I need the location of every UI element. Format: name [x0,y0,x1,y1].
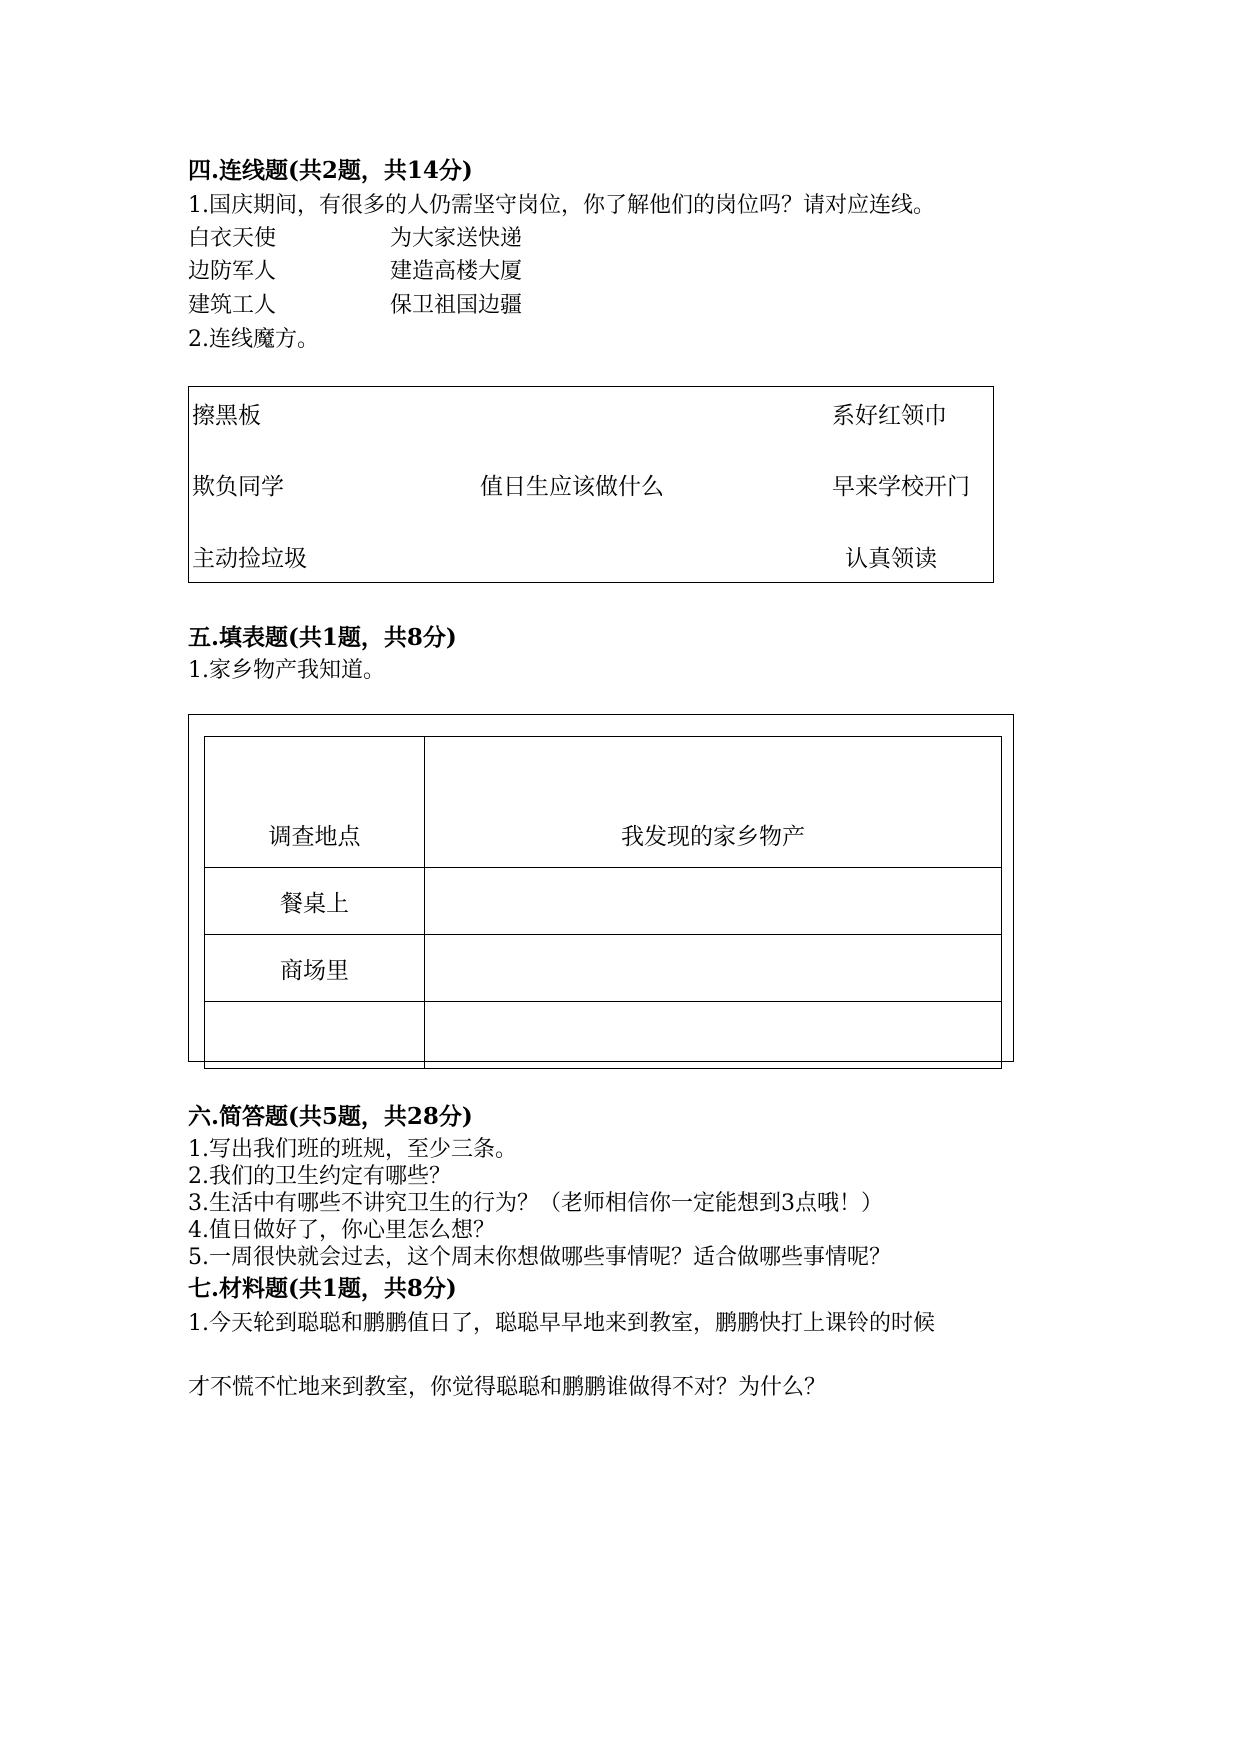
table-cell: 餐桌上 [205,868,425,935]
table-row [205,935,1002,1002]
question-6-item: 4.值日做好了，你心里怎么想？ [188,1218,495,1243]
table-header-row [205,737,1002,868]
table-answer-cell[interactable] [205,1002,425,1069]
cube-right-item: 认真领读 [845,546,937,572]
question-5-1-prompt: 1.家乡物产我知道。 [188,658,385,683]
match-right-item: 建造高楼大厦 [390,259,523,284]
match-left-item: 白衣天使 [188,226,277,251]
cube-right-item: 系好红领巾 [832,403,947,429]
table-answer-cell[interactable] [425,935,1002,1002]
cube-left-item: 主动捡垃圾 [192,546,307,572]
match-right-item: 为大家送快递 [390,226,523,251]
question-7-line: 才不慌不忙地来到教室，你觉得聪聪和鹏鹏谁做得不对？为什么？ [188,1375,827,1400]
match-left-item: 建筑工人 [188,293,277,318]
question-4-1-prompt: 1.国庆期间，有很多的人仍需坚守岗位，你了解他们的岗位吗？请对应连线。 [188,193,935,218]
question-4-2-prompt: 2.连线魔方。 [188,327,319,352]
cube-left-item: 欺负同学 [192,474,284,500]
question-7-line: 1.今天轮到聪聪和鹏鹏值日了，聪聪早早地来到教室，鹏鹏快打上课铃的时候 [188,1311,935,1336]
cube-left-item: 擦黑板 [192,403,261,429]
question-6-item: 5.一周很快就会过去，这个周末你想做哪些事情呢？适合做哪些事情呢？ [188,1245,891,1270]
question-6-item: 1.写出我们班的班规，至少三条。 [188,1137,517,1162]
table-answer-cell[interactable] [425,1002,1002,1069]
table-row [205,868,1002,935]
table-header-cell: 我发现的家乡物产 [425,737,1002,868]
cube-right-item: 早来学校开门 [832,474,970,500]
match-left-item: 边防军人 [188,259,277,284]
section-4-heading: 四.连线题(共2题，共14分) [188,157,473,184]
table-cell: 商场里 [205,935,425,1002]
table-answer-cell[interactable] [425,868,1002,935]
question-6-item: 3.生活中有哪些不讲究卫生的行为？（老师相信你一定能想到3点哦！） [188,1191,883,1216]
section-5-heading: 五.填表题(共1题，共8分) [188,624,457,651]
section-6-heading: 六.简答题(共5题，共28分) [188,1103,473,1130]
question-6-item: 2.我们的卫生约定有哪些？ [188,1164,451,1189]
section-7-heading: 七.材料题(共1题，共8分) [188,1275,457,1302]
table-header-cell: 调查地点 [205,737,425,868]
cube-center-topic: 值日生应该做什么 [480,474,664,500]
match-right-item: 保卫祖国边疆 [390,293,523,318]
hometown-products-table [204,736,1002,1069]
table-row [205,1002,1002,1069]
